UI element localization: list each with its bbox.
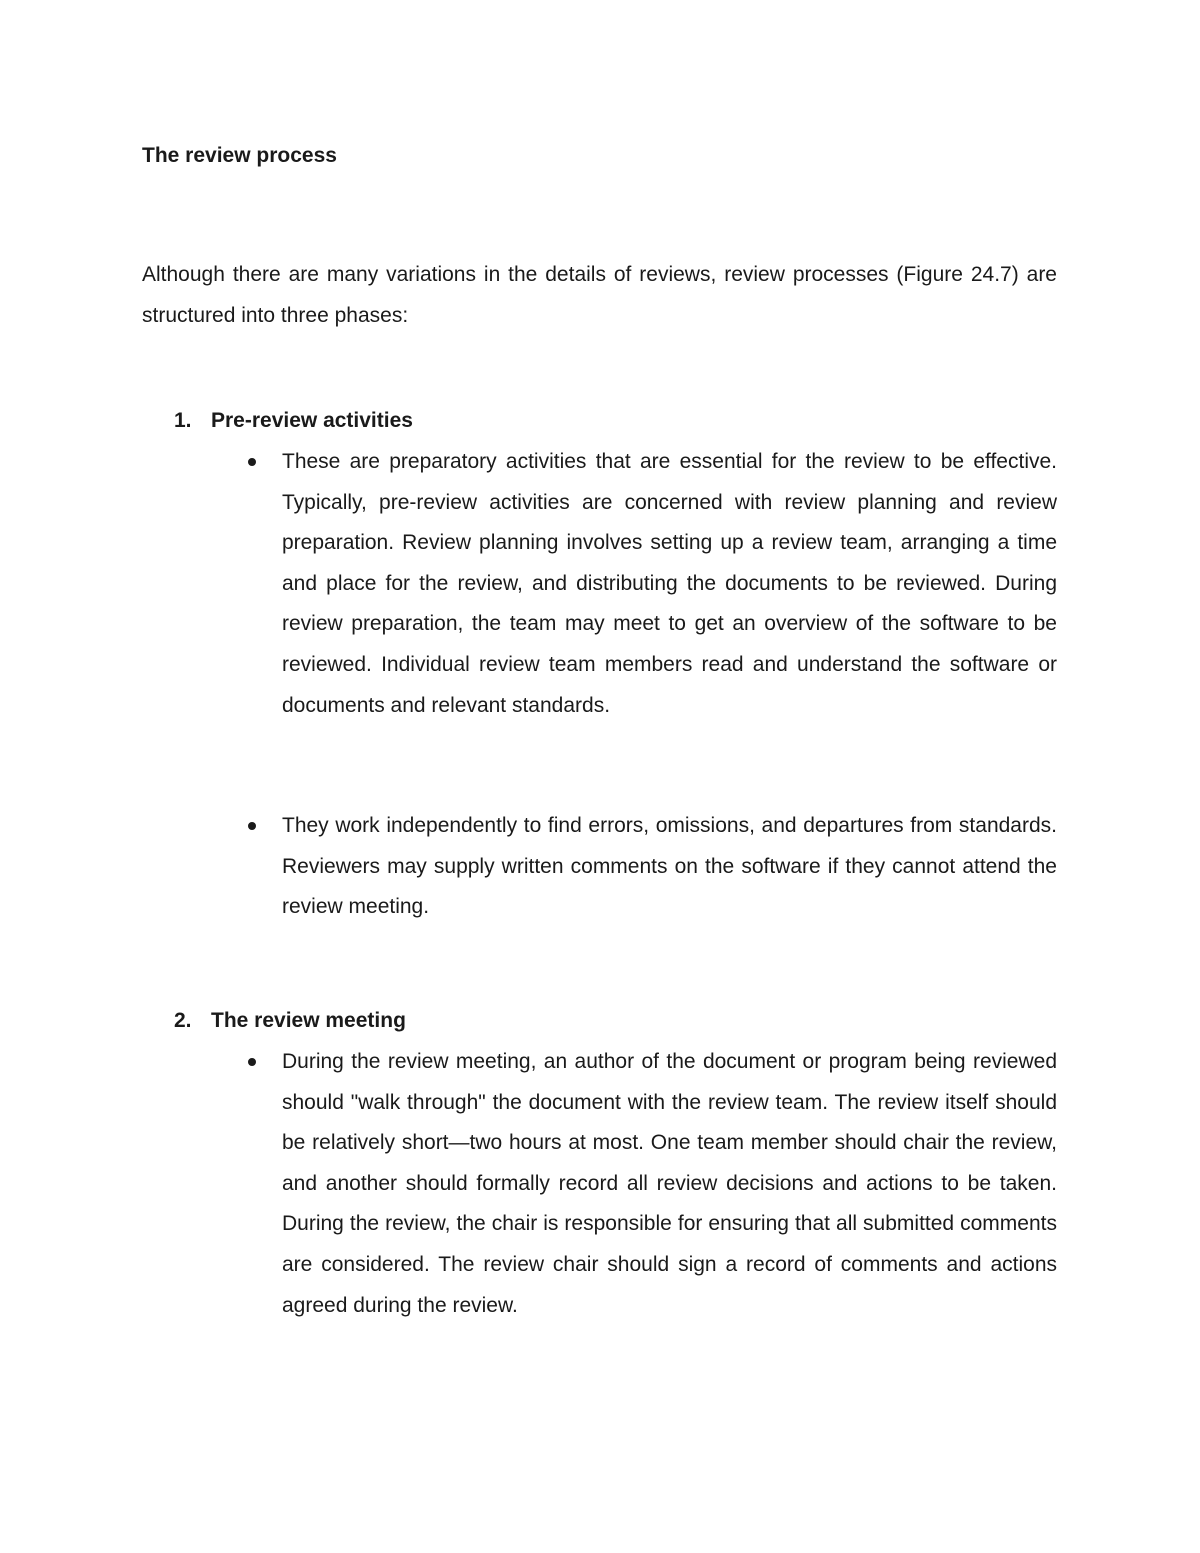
intro-paragraph: Although there are many variations in the details of reviews, review processes (Figure 24.7) are structured into three phases:: [142, 263, 1057, 327]
bullet-item: [244, 442, 1057, 726]
bullet-icon: [244, 442, 282, 726]
bullet-icon: [244, 1042, 282, 1326]
section-number: 2.: [174, 1009, 192, 1032]
section-title: Pre-review activities: [211, 409, 413, 432]
bullet-text: They work independently to find errors, omissions, and departures from standards. Reviewers may supply written comments on the software if they cannot attend the review meeting.: [282, 814, 1057, 919]
section-title: The review meeting: [211, 1009, 406, 1032]
section-heading-pre-review: [174, 407, 413, 435]
bullet-item: [244, 1042, 1057, 1326]
section-number: 1.: [174, 409, 192, 432]
bullet-item: [244, 806, 1057, 928]
bullet-text: During the review meeting, an author of the document or program being reviewed should "walk through" the document with the review team. The review itself should be relatively short—two hours at most. One team member should chair the review, and another should formally record all review decisions and actions to be taken. During the review, the chair is responsible for ensuring that all submitted comments are considered. The review chair should sign a record of comments and actions agreed during the review.: [282, 1050, 1057, 1317]
section-heading-review-meeting: [174, 1007, 406, 1035]
page-title: The review process: [142, 144, 337, 167]
bullet-text: These are preparatory activities that are essential for the review to be effective. Typically, pre-review activities are concerned with review planning and review preparation. Review planning involves setting up a review team, arranging a time and place for the review, and distributing the documents to be reviewed. During review preparation, the team may meet to get an overview of the software to be reviewed. Individual review team members read and understand the software or documents and relevant standards.: [282, 450, 1057, 717]
bullet-icon: [244, 806, 282, 928]
